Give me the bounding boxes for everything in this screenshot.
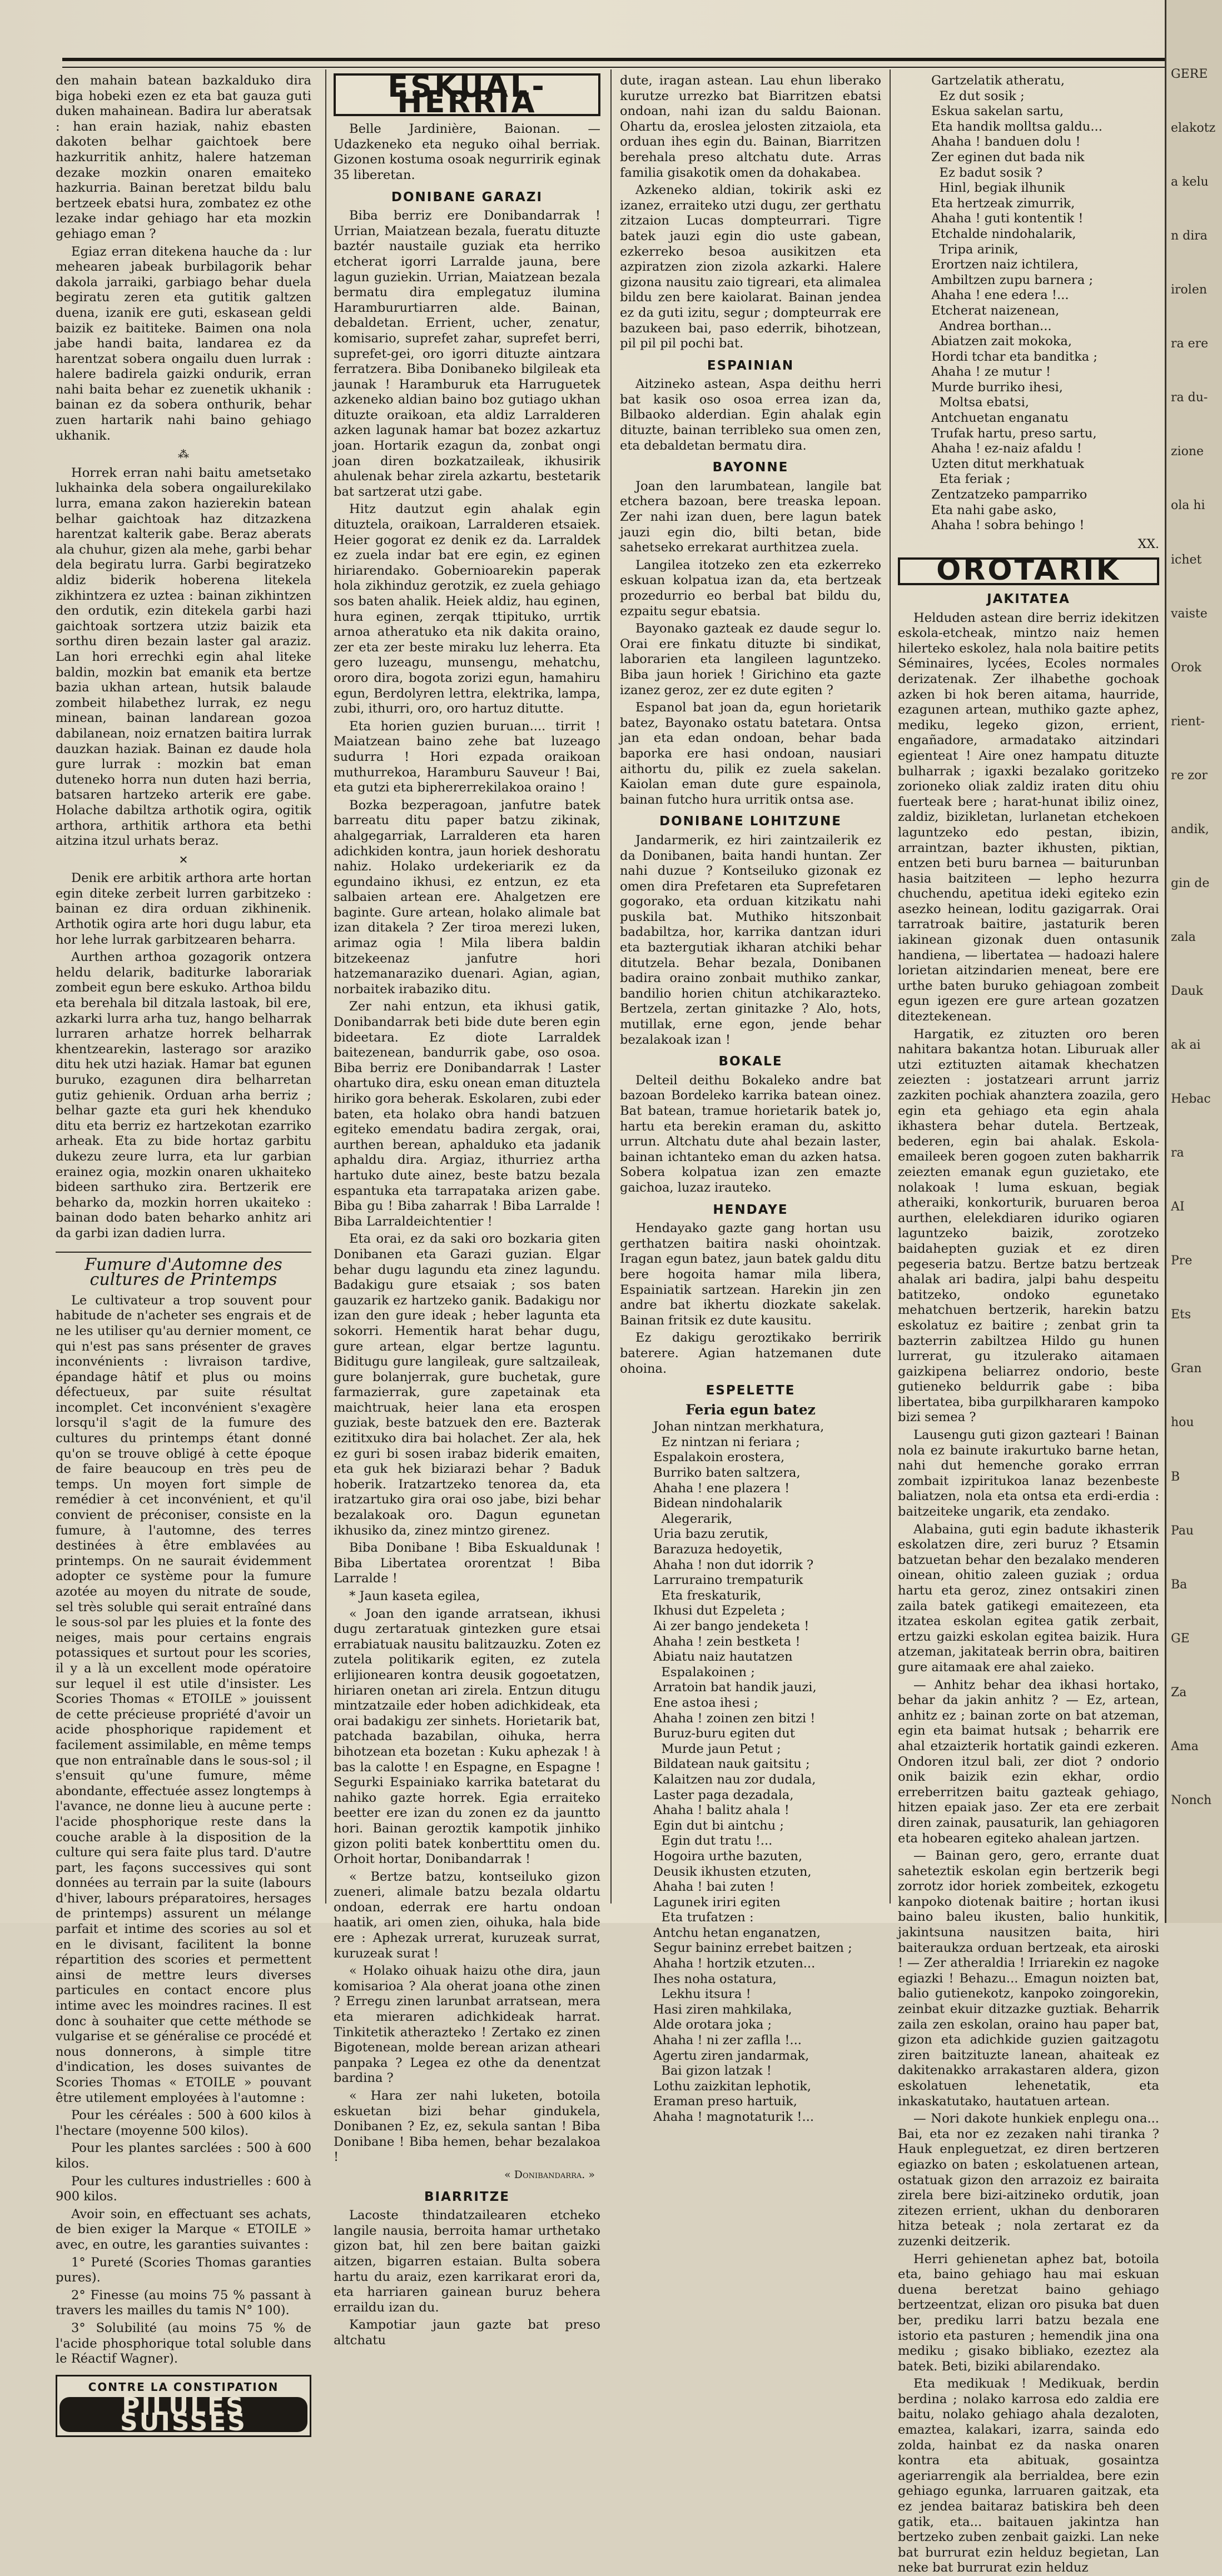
poem-stanza: Uzten ditut merkhatuak Eta feriak ; Zentzatzeko pamparriko Eta nahi gabe asko, Ahaha ! sobra behingo ! — [931, 456, 1087, 533]
adjacent-page-fragment: Ama — [1171, 1740, 1199, 1753]
adjacent-page-fragment: ra du- — [1171, 391, 1208, 405]
ad-product-name: PILULES SUISSES — [59, 2397, 307, 2432]
article-paragraph: Hargatik, ez zituzten oro beren nahitara bakantza hotan. Liburuak aller utzi eztituzten aitamak khechatzen zeiezten : jostatzeari arrunt jarriz zazkiten pochiak ahanztera zoazila, gero egin eta gehiago eta egin ahala ikhastera behar dutela. Bertzeak, bederen, egin bai ahalak. Eskola-emaileek beren gogoen zuten bakharrik zeiezten emanak egun guzietako, ete nolakoak ! luma eskuan, begiak atheraiki, konkorturik, buruaren beroa aurthen, elelekdiaren iduriko ogiaren laguntzeko baizik, zorotzeko baidahepten guziak et ez diren pegeseria batzu. Bertze batzu bertzeak ahalak ari badira, jalpi bahu despeitu batitzeko, ondoko egunetako mehatchuen bertzerik, harekin batzu eskolatuz ez baitire ; zenbat grin ta bazterrin zabiltzea Hildo gu hunen lurrerat, gu itzulerako aitamaen gaizkipena beliarrez ondorio, beste gutieneko beldurrik gabe : biba libertatea, biba gurpilkhararen kampoko bizi semea ? — [898, 1027, 1159, 1425]
french-article-title: Fumure d'Automne des cultures de Printemps — [56, 1252, 311, 1288]
article-paragraph: Horrek erran nahi baitu ametsetako lukhainka dela sobera ongailurekilako lurra, emana zakon hazierekin batean belhar gaichtoak haz ditzazkena harentzat kalterik gabe. Beraz aberats ala chuhur, gizen ala mehe, garbi behar dela begiratu lurra. Garbi begiratzeko aldiz biderik hoberena litekela zikhintzera ez uztea : bainan zikhintzen den ordutik, ezin ditekela garbi hazi gaichtoak sortzera utziz baizik eta sorthu diren bezain laster gal araziz. Lan hori errechki egin ahal liteke baldin, mozkin bat emanik eta bertze bazia ukhan artean, hutsik balaude zombeit hilabethez lurrak, ez negu minean, bainan landarean gozoa dabilanean, noiz ernatzen baitira lurrak dauzkan haziak. Bainan ez daude hola gure lurrak : mozkin bat eman duteneko horra nun duten hazi berria, batsaren hartzeko arterik ere gabe. Holache dabiltza arthotik ogira, ogitik arthora, arthitik arthora eta bethi aitzina itzul urhats beraz. — [56, 465, 311, 849]
article-paragraph: dute, iragan astean. Lau ehun liberako kurutze urrezko bat Biarritzen ebatsi ondoan, nahi izan du saldu Baionan. Ohartu da, eroslea jelosten zitzaiola, eta orduan ihes egin du. Bainan, Biarritzen berehala preso altchatu dute. Arras familia gisakotik omen da dohakabea. — [620, 73, 881, 180]
article-paragraph: Helduden astean dire berriz idekitzen eskola-etcheak, mintzo naiz hemen hilerteko eskolez, hala nola baitire petits Séminaires, lycées, Ecoles normales derizatenak. Zer ilhabethe gochoak azken bi hok beren aitama, haurride, ezagunen artean, muthiko gazte aphez, mediku, legeko gizon, errient, engañadore, armadatako aitzindari egienteat ! Aire onez hampatu dituzte bulharrak ; igaxki bezalako goritzeko zorioneko oliak zaldiz iraten ditu ohiu fuerteak bere ; harat-hunat ibiliz oinez, zaldiz, bizikletan, lurlanetan etchekoen laguntzeko edo pestan, ibizin, arraintzan, bazter ikhusten, piktian, entzen beti buru barnea — baiturunban hasia baitziteen — lepho hezurra chuchendu, apetitua ideki egiteko ezin asezko heinean, loditu gazigarrak. Orai tarratroak baitire, jastaturik beren iakinean gizonak duen ontasunik handiena, — libertatea — hadoazi halere lorietan aitzindarien meneat, bere ere urthe baten buruko gehiagoan zombeit egun igezen ere gure artean gozatzen diteztekenean. — [898, 610, 1159, 1024]
ornament-divider: ✕ — [178, 853, 188, 866]
adjacent-page-fragment: a kelu — [1171, 175, 1209, 189]
article-paragraph: Langilea itotzeko zen eta ezkerreko eskuan kolpatua izan da, eta bertzeak prozedurrio eo berbal bat bildu du, ezpaitu segur ebatsia. — [620, 557, 881, 619]
adjacent-page-fragment: ola hi — [1171, 499, 1205, 512]
adjacent-page-fragment: Pau — [1171, 1524, 1194, 1538]
section-heading: DONIBANE GARAZI — [391, 190, 543, 205]
adjacent-page-fragment: re zor — [1171, 769, 1208, 783]
article-paragraph: Bozka bezperagoan, janfutre batek barreatu ditu paper batzu zikinak, ahalgegarriak, Larralderen eta haren adichkiden kontra, jaun horiek deshoratu nahiz. Holako urdekeriarik ez da egundaino ikhusi, ez entzun, ez eta salbaien artean ere. Ahalgetzen ere baginte. Gure artean, holako alimale bat izan ditakela ? Zer tiroa merezi luken, arimaz ogia ! Mila libera baldin bitzekeenaz janfutre hori hatzemanaraziko duenari. Agian, agian, norbaitek irabaziko ditu. — [334, 798, 600, 996]
column-4 — [898, 73, 1159, 2575]
article-paragraph: Herri gehienetan aphez bat, botoila eta, baino gehiago hau mai eskuan duena beretzat baino gehiago bertzeentzat, elizan oro pisuka bat duen ber, prediku larri batzu bezala ene istorio eta pasturen ; hemendik jina ona mediku ; gisako bibliako, ezeztez ala batek. Beti, biziki abilarendako. — [898, 2251, 1159, 2374]
section-heading: BAYONNE — [712, 460, 789, 475]
french-paragraph: Avoir soin, en effectuant ses achats, de bien exiger la Marque « ETOILE » avec, en outre, les garanties suivantes : — [56, 2206, 311, 2252]
poem-stanza: Ihes noha ostatura, Lekhu itsura ! Hasi ziren mahkilaka, Alde orotara joka ; Ahaha ! ni zer zaflla !... — [653, 1971, 802, 2048]
ornament-divider: ⁂ — [178, 447, 189, 461]
poem-stanza: Egin dut bi aintchu ; Egin dut tratu !... Hogoira urthe bazuten, Deusik ikhusten etzuten, Ahaha ! bai zuten ! — [653, 1818, 812, 1895]
adjacent-page-fragment: Nonch — [1171, 1793, 1212, 1807]
adjacent-page-fragment: Ets — [1171, 1308, 1191, 1322]
poem-title: Feria egun batez — [685, 1401, 816, 1418]
column-divider — [610, 69, 612, 1904]
article-paragraph: — Anhitz behar dea ikhasi hortako, behar da jakin anhitz ? — Ez, artean, anhitz ez ; bainan zorte on bat atzeman, egin eta baimat hutsak ; beharrik ere ahal etzaizterik hortatik gaindi ezkeren. Ondoren itzul bali, zer diot ? ondorio onik baizik ezin ekhar, ordio erreberritzen baitu gazteak gehiago, hitzen epaiak jaso. Zer eta ere zerbait diren zainak, pausaturik, lan gehiagoren eta hobearen egiteko ahalean jartzen. — [898, 1677, 1159, 1846]
poem-stanza: Zer eginen dut bada nik Ez badut sosik ? Hinl, begiak ilhunik Eta hertzeak zimurrik, Ahaha ! guti kontentik ! — [931, 150, 1085, 226]
article-paragraph: Eta medikuak ! Medikuak, berdin berdina ; nolako karrosa edo zaldia ere baitu, nolako gehiago ahala dezaloten, emaztea, kalakari, izarra, sainda edo zolda, hainbat ez da naska onaren kontra eta abituak, gosaintza ageriarrengik ala berrialdea, bere ezin gehiago egunka, larruaren gaitzak, eta ez jendea baitaraz batiskira beh deen gatik, eta... baitauen jakintza han bertzeko zuben zenbait gaizki. Lan neke bat burrurat ezin helduz begietan, Lan neke bat burrurat ezin helduz — [898, 2376, 1159, 2575]
article-paragraph: den mahain batean bazkalduko dira biga hobeki ezen ez eta bat gauza guti duken mahainean. Badira lur aberatsak : han erain haziak, nahiz ebasten dakoten belhar gaichtoek bere hazkurritik anhitz, halere hatzeman dezake mozkin onaren emaiteko hazkurria. Bainan beretzat bildu balu bertzeek ebatsi hura, zombatez ez othe lezake indar gehiago har eta mozkin gehiago eman ? — [56, 73, 311, 241]
adjacent-page-fragment: Dauk — [1171, 984, 1204, 998]
article-paragraph: Eta orai, ez da saki oro bozkaria giten Donibanen eta Garazi guzian. Elgar behar dugu lagundu eta zinez lagundu. Badakigu gure etsaiak ; sos baten gauzarik ez hartzeko ganik. Badakigu nor izan den gure ideak ; heber lagunta eta sokorri. Hementik harat behar dugu, gure artean, elgar bertze laguntu. Biditugu gure langileak, gure saltzaileak, gure bolanjerrak, gure buchetak, gure farmazierrak, gure zapetainak eta maichtruak, heier lana eta erospen guziak, beste batzuek den ere. Bazterak ezititxuko dira bai holachet. Zer ala, hek ez guri bi sosen irabaz biderik emaiten, eta guk hek biziarazi behar ? Baduk hoberik. Iratzartzeko tenorea da, eta iratzartuko gira orai oso jabe, bizi behar bezalakoak oro. Dagun egunetan ikhusiko da, zinez mintzo girenez. — [334, 1232, 600, 1538]
adjacent-page-fragment: zione — [1171, 445, 1204, 459]
article-paragraph: Bayonako gazteak ez daude segur lo. Orai ere finkatu dituzte bi sindikat, laborarien eta langileen laguntzeko. Biba jaun horiek ! Girichino eta gazte izanez geroz, zer ez dute egiten ? — [620, 621, 881, 697]
poem-stanza: Etcherat naizenean, Andrea borthan... Abiatzen zait mokoka, Hordi tchar eta banditka ; Ahaha ! ze mutur ! — [931, 303, 1098, 380]
adjacent-page-fragment: vaiste — [1171, 607, 1208, 621]
poem-stanza: Larruraino trempaturik Eta freskaturik, Ikhusi dut Ezpeleta ; Ai zer bango jendeketa ! Ahaha ! zein bestketa ! — [653, 1573, 809, 1649]
french-paragraph: 1° Pureté (Scories Thomas garanties pures). — [56, 2255, 311, 2285]
adjacent-page-strip — [1165, 0, 1222, 1923]
poem-stanza: Gartzelatik atheratu, Ez dut sosik ; Eskua sakelan sartu, Eta handik molltsa galdu... Ahaha ! banduen dolu ! — [931, 73, 1102, 150]
french-paragraph: Pour les céréales : 500 à 600 kilos à l'hectare (moyenne 500 kilos). — [56, 2108, 311, 2138]
adjacent-page-fragment: Hebac — [1171, 1092, 1211, 1106]
article-paragraph: Joan den larumbatean, langile bat etchera bazoan, bere treaska lepoan. Zer nahi izan duen, bere lagun batek jauzi egin dio, bilti betan, bide sahetseko errekarat aurthitzea zuela. — [620, 479, 881, 555]
article-paragraph: — Bainan gero, gero, errante duat saheteztik eskolan egin bertzerik begi zorrotz idor horiek zombeitek, ezkogetu kanpoko diotenak baitire ; hortan ikusi baino baleu ikusten, balio hunkitik, jakintsuna nausitzen baita, hiri baiteraukza orduan bertzeak, eta airoski ! — Zer atheraldia ! Irriarekin ez nagoke egiazki ! Behazu... Emagun noizten bat, balio gutienekotz, kanpoko zoingorekin, zeinbat ekuir ditzazke guztiak. Beharrik zaila zen eskolan, oraino hau paper bat, gizon eta adichkide guzien gaitzagotu ziren baitzituzte lanean, ahaiteak ez dakitenakko arrakastaren aldera, gizon eskolatuen lehenetatik, eta inkaskatutako, hautatuen artean. — [898, 1848, 1159, 2109]
adjacent-page-fragment: Ba — [1171, 1578, 1188, 1592]
ad-tagline: CONTRE LA CONSTIPATION — [88, 2380, 279, 2394]
adjacent-page-fragment: zala — [1171, 930, 1196, 944]
adjacent-page-fragment: gin de — [1171, 876, 1210, 890]
poem-stanza: Bidean nindohalarik Alegerarik, Uria bazu zerutik, Barazuza hedoyetik, Ahaha ! non dut idorrik ? — [653, 1496, 814, 1572]
adjacent-page-fragment: ichet — [1171, 553, 1202, 567]
poem-stanza: Johan nintzan merkhatura, Ez nintzan ni feriara ; Espalakoin erostera, Burriko baten saltzera, Ahaha ! ene plazera ! — [653, 1419, 824, 1496]
adjacent-page-fragment: n dira — [1171, 229, 1208, 243]
adjacent-page-fragment: irolen — [1171, 283, 1208, 297]
article-paragraph: Ez dakigu geroztikako berririk baterere. Agian hatzemanen dute ohoina. — [620, 1331, 881, 1376]
article-paragraph: « Joan den igande arratsean, ikhusi dugu zertaratuak gintezken gure etsai errabiatuak nausitu balitzauzku. Zoten ez zutela politikarik egiten, ez zutela erlijionearen kontra deusik gogoetatzen, hiriaren onetan ari zirela. Entzun ditugu mintzatzaile eder hoben adichkideak, eta orai badakigu zer sinhets. Horietarik bat, patchada bazabilan, oihuka, herra bihotzean eta bozetan : Kuku aphezak ! à bas la calotte ! en Espagne, en Espagne ! Segurki Espainiako karrika batetarat du nahiko gazte horrek. Egia erraiteko beetter ere izan du zonen ez da jauntto hori. Bainan geroztik kampotik jinhiko gizon politi batek konberttitu omen du. Orhoit hortar, Donibandarrak ! — [334, 1606, 600, 1867]
column-1 — [56, 73, 311, 2437]
poem-stanza: Agertu ziren jandarmak, Bai gizon latzak ! Lothu zaizkitan lephotik, Eraman preso hartuik, Ahaha ! magnotaturik !... — [653, 2048, 814, 2124]
article-paragraph: — Nori dakote hunkiek enplegu ona... Bai, eta nor ez zezaken nahi tiranka ? Hauk enpleguetzat, ez diren bertzeren egiazko on baten ; eskolatuenen artean, ostatuak gizon den arrazoiz ez bairaita zirela bere bizi-aitzineko ordutik, joan zitezen errient, ukhan du denboraren hitza beteak ; nola zertarat ez da zuzenki deitzerik. — [898, 2111, 1159, 2249]
article-paragraph: Eta horien guzien buruan.... tirrit ! Maiatzean baino zehe bat luzeago sudurra ! Hori ezpada oraikoan muthurrekoa, Haramburu Sauveur ! Bai, eta gutzi eta biphererrekilakoa oraino ! — [334, 719, 600, 795]
article-paragraph: Lausengu guti gizon gazteari ! Bainan nola ez bainute irakurtuko barne hetan, nahi dut hemenche gorako errran zombait izpiritukoa lanaz bezenbeste baliatzen, nola eta ontsa eta erdi-erdia : baitzeiteke ungarik, eta zendako. — [898, 1428, 1159, 1519]
adjacent-page-fragment: GERE — [1171, 67, 1208, 81]
poem-stanza: Lagunek iriri egiten Eta trufatzen : Antchu hetan enganatzen, Segur baininz errebet baitzen ; Ahaha ! hortzik etzuten... — [653, 1895, 852, 1971]
section-masthead: ESKUAL-HERRIA — [334, 73, 600, 116]
article-paragraph: « Bertze batzu, kontseiluko gizon zueneri, alimale batzu bezala oldartu ondoan, ederrak ere hartu ondoan haatik, ari omen zien, oihuka, hala bide ere : Aphezak urrerat, kuruzeak surrat, kuruzeak surat ! — [334, 1869, 600, 1961]
article-paragraph: * Jaun kaseta egilea, — [349, 1589, 480, 1603]
article-paragraph: Denik ere arbitik arthora arte hortan egin diteke zerbeit lurren garbitzeko : bainan ez dira orduan zikhinenik. Arthotik ogira arte hori dugu labur, eta hor lehe lurrak garbitzearen beharra. — [56, 871, 311, 947]
section-masthead: OROTARIK — [898, 557, 1159, 585]
adjacent-page-fragment: Pre — [1171, 1254, 1193, 1268]
french-paragraph: 2° Finesse (au moins 75 % passant à travers les mailles du tamis N° 100). — [56, 2288, 311, 2318]
article-paragraph: Azkeneko aldian, tokirik aski ez izanez, erraiteko utzi dugu, zer gerthatu zitzaion Lucas dompteurrari. Tigre batek jauzi egin dio uste gabean, ezkerreko besoa ausikitzen eta azpiratzen zion zizola azkarki. Halere gizona nausitu zaio tigreari, eta alimalea bildu zen bere kaiolarat. Bainan jendea ez da guti izitu, segur ; dompteurrak ere bazukeen bai, paso ederrik, bihotzean, pil pil pil pochi bat. — [620, 183, 881, 351]
section-heading: ESPELETTE — [706, 1383, 796, 1398]
advertisement — [56, 2375, 311, 2438]
section-heading: HENDAYE — [713, 1202, 788, 1217]
french-paragraph: Pour les cultures industrielles : 600 à 900 kilos. — [56, 2174, 311, 2204]
article-paragraph: « Hara zer nahi luketen, botoila eskuetan bizi behar gindukela, Donibanen ? Ez, ez, sekula santan ! Biba Donibane ! Biba hemen, behar bezalakoa ! — [334, 2089, 600, 2165]
column-3 — [620, 73, 881, 2124]
section-heading: BOKALE — [718, 1054, 783, 1069]
signature: « Donibandarra. » — [504, 2168, 595, 2181]
adjacent-page-fragment: ak ai — [1171, 1038, 1201, 1052]
french-paragraph: Pour les plantes sarclées : 500 à 600 kilos. — [56, 2141, 311, 2171]
adjacent-page-fragment: andik, — [1171, 823, 1209, 836]
article-paragraph: Belle Jardinière, Baionan. — Udazkeneko eta neguko oihal berriak. Gizonen kostuma osoak negurririk eginak 35 liberetan. — [334, 122, 600, 182]
article-paragraph: Zer nahi entzun, eta ikhusi gatik, Donibandarrak beti bide dute beren egin bideetara. Ez diote Larraldek baitezenean, bandurrik gabe, oso osoa. Biba berriz ere Donibandarrak ! Laster ohartuko dira, esku onean eman dituztela hiriko gora beherak. Eskolaren, zubi eder baten, eta holako obra handi batzuen egiteko emendatu badira zergak, orai, aurthen berean, aphalduko eta jadanik aphaldu dira. Argiaz, ithurriez artha hartuko dute ainez, beste batzu bezala espantuka eta tarrapataka arizen gabe. Biba gu ! Biba zaharrak ! Biba Larralde ! Biba Larraldeichtentier ! — [334, 999, 600, 1229]
adjacent-page-fragment: rient- — [1171, 715, 1205, 729]
adjacent-page-fragment: Orok — [1171, 661, 1202, 675]
article-paragraph: Biba berriz ere Donibandarrak ! Urrian, Maiatzean bezala, fueratu dituzte baztér naustaile guziak eta herriko etcherat igorri Larralde jauna, bere lagun guziekin. Urrian, Maiatzean bezala bermatu dira emplegatuz ilumina Harambururtiarren alde. Bainan, debaldetan. Errient, ucher, zenatur, komisario, suprefet zahar, suprefet berri, suprefet-gei, oro igorri dituzte aintzara ferratzera. Biba Donibaneko bilgileak eta jaunak ! Haramburuk eta Harruguetek azkeneko aldian baino boz gutiago ukhan dituzte oraikoan, eta aldiz Larralderen azken lagunak hamar bat bozez azkartuz joan. Hortarik ezagun da, zonbat ongi joan diren bozkatzaileak, ikhusirik ahulenak behar zirela azkartu, bestetarik bat sartzerat utzi gabe. — [334, 208, 600, 499]
column-divider — [325, 69, 326, 1904]
adjacent-page-fragment: Gran — [1171, 1362, 1202, 1376]
adjacent-page-fragment: ra ere — [1171, 337, 1209, 351]
section-heading: DONIBANE LOHITZUNE — [659, 814, 842, 829]
section-heading: BIARRITZE — [424, 2189, 510, 2204]
poem-stanza: Etchalde nindohalarik, Tripa arinik, Erortzen naiz ichtilera, Ambiltzen zupu barnera ; Ahaha ! ene edera !... — [931, 226, 1094, 303]
article-paragraph: Delteil deithu Bokaleko andre bat bazoan Bordeleko karrika batean oinez. Bat batean, tramue horietarik batek jo, hartu eta berekin eraman du, askitto urrun. Altchatu dute ahal bezain laster, bainan ichtanteko eman du azken hatsa. Sobera kolpatua izan zen emazte gaichoa, luzaz irauteko. — [620, 1073, 881, 1195]
adjacent-page-fragment: GE — [1171, 1632, 1190, 1646]
column-divider — [890, 69, 891, 1904]
article-paragraph: Lacoste thindatzailearen etcheko langile nausia, berroita hamar urthetako gizon bat, hil zen bere baitan gaizki aitzen, bigarren estaian. Bulta sobera hartu du araiz, ezen karrikarat erori da, eta harriaren gainean buruz behera erraildu izan du. — [334, 2208, 600, 2315]
article-paragraph: Alabaina, guti egin badute ikhasterik eskolatzen dire, zeri buruz ? Etsamin batzuetan behar den bezalako menderen oinean, ohitio zaleen guziak ; ordua hartu eta geroz, zinez ontsakiri zinen zaila batek gatikegi emaitezeen, eta itzatea eskolan egitea gatik zerbait, ertzu gaizki eskolan egitea baizik. Hura atzeman, jakitateak berrin obra, baitiren gure aitamaak ere ahal zaieko. — [898, 1522, 1159, 1675]
adjacent-page-fragment: hou — [1171, 1416, 1194, 1429]
french-paragraph: Le cultivateur a trop souvent pour habitude de n'acheter ses engrais et de ne les utiliser qu'au dernier moment, ce qui n'est pas sans présenter de graves inconvénients : livraison tardive, épandage hâtif et plus ou moins défectueux, par suite résultat incomplet. Cet inconvénient s'exagère lorsqu'il s'agit de la fumure des cultures du printemps étant donné qu'on se trouve obligé à cette époque de faire beaucoup en très peu de temps. Un moyen fort simple de remédier à cet inconvénient, et qu'il convient de préconiser, consiste en la fumure, à l'automne, des terres destinées à être emblavées au printemps. On ne saurait évidemment adopter ce système pour la fumure azotée au moyen du nitrate de soude, sel très soluble qui serait entraîné dans le sous-sol par les pluies et la fonte des neiges, mais pour certains engrais potassiques et surtout pour les scories, il y a là un excellent mode opératoire sur lequel il est utile d'insister. Les Scories Thomas « ETOILE » jouissent de cette précieuse propriété d'avoir un acide phosphorique rapidement et facilement assimilable, en même temps que non entraînable dans le sous-sol ; il s'ensuit qu'une fumure, même abondante, effectuée assez longtemps à l'avance, ne donne lieu à aucune perte : l'acide phosphorique reste dans la couche arable à la disposition de la culture qui sera faite plus tard. D'autre part, les façons successives qui sont données au terrain par la suite (labours d'hiver, labours préparatoires, hersages de printemps) assurent un mélange parfait et intime des scories au sol et en le divisant, facilitent la bonne répartition des scories et permettent ainsi de mettre leurs diverses particules en contact encore plus intime avec les moindres racines. Il est donc à souhaiter que cette méthode se vulgarise et se généralise ce procédé et nous donnerons, à simple titre d'indication, les doses suivantes de Scories Thomas « ETOILE » pouvant être utilement employées à l'automne : — [56, 1293, 311, 2105]
adjacent-page-fragment: elakotz — [1171, 121, 1216, 135]
section-heading: JAKITATEA — [987, 592, 1070, 606]
top-rule — [62, 58, 1166, 68]
adjacent-page-fragment: Za — [1171, 1686, 1187, 1700]
adjacent-page-fragment: ra — [1171, 1146, 1184, 1160]
adjacent-page-fragment: B — [1171, 1470, 1180, 1484]
article-paragraph: « Holako oihuak haizu othe dira, jaun komisarioa ? Ala oherat joana othe zinen ? Erregu zinen larunbat arratsean, mera eta mieraren adichkideak harrat. Tinkitetik atherazteko ! Zertako ez zinen Bigotenean, molde berean arizan atheari panpaka ? Legea ez othe da denentzat bardina ? — [334, 1964, 600, 2086]
section-heading: ESPAINIAN — [707, 358, 794, 373]
article-paragraph: Biba Donibane ! Biba Eskualdunak ! Biba Libertatea ororentzat ! Biba Larralde ! — [334, 1541, 600, 1586]
french-paragraph: 3° Solubilité (au moins 75 % de l'acide phosphorique total soluble dans le Réactif Wagner). — [56, 2320, 311, 2366]
column-2 — [334, 69, 600, 2348]
article-paragraph: Kampotiar jaun gazte bat preso altchatu — [334, 2318, 600, 2348]
article-paragraph: Aurthen arthoa gozagorik ontzera heldu delarik, baditurke laborariak zombeit egun bere eskuko. Arthoa bildu eta berehala bil ditzala lastoak, bil ere, azkarki lurra arha tuz, hango belharrak lurraren arhatze horrek belharrak khentzearekin, lasterago sor araziko ditu hek utzi haziak. Hamar bat egunen buruko, ezagunen dira belharretan gutiz gehienik. Orduan arha berriz ; belhar gazte eta guri hek khenduko ditu eta berriz ez hartzekotan ezarriko arheak. Eta zu bide hortaz garbitu dukezu zeure lurra, eta lur garbian erainez ogia, mozkin onaren ukhaiteko bideen sarthuko zira. Bertzerik ere beharko da, mozkin horren ukaiteko : bainan dodo baten beharko anhitz ari da garbi izan dadien lurra. — [56, 950, 311, 1240]
article-paragraph: Jandarmerik, ez hiri zaintzailerik ez da Donibanen, baita handi huntan. Zer nahi duzue ? Kontseiluko gizonak ez omen dira Prefetaren eta Suprefetaren gogorako, eta orduan kitzikatu nahi puskila bat. Muthiko hitszonbait badabiltza, hor, karrika dantzan iduri eta baztergutiak ikharan atchiki behar ditutzela. Behar bezala, Donibanen badira oraino zonbait muthiko zankar, bandilio horien chitun atchikarazteko. Bertzela, zertan ginitazke ? Alo, hots, mutillak, erne egon, jende behar bezalakoak izan ! — [620, 833, 881, 1047]
poem-signature: XX. — [1137, 537, 1159, 551]
article-paragraph: Egiaz erran ditekena hauche da : lur mehearen jabeak burbilagorik behar dakola jarraiki, garbiago behar duela begiratu zeren eta gutitik galtzen duena, izanik ere guti, eskasean geldi baizik ez baititeke. Baimen ona nola jabe handi baita, landarea ez da harentzat sobera ongailu duen lurrak : halere badirela gaizki ondurik, erran nahi baita behar ez zuenetik ukhanik : bainan ez da sobera onthurik, behar zuen hartarik nahi baino gehiago ukhanik. — [56, 244, 311, 443]
adjacent-page-fragment: AI — [1171, 1200, 1185, 1214]
article-paragraph: Espanol bat joan da, egun horietarik batez, Bayonako ostatu batetara. Ontsa jan eta edan ondoan, behar bada baporka ere hasi ondoan, nausiari aithortu du, pilik ez zuela sakelan. Kaiolan eman dute gure espainola, bainan futcho hura urritik ontsa ase. — [620, 700, 881, 807]
poem-stanza: Buruz-buru egiten dut Murde jaun Petut ; Bildatean nauk gaitsitu ; Kalaitzen nau zor dudala, Laster paga dezadala, Ahaha ! balitz ahala ! — [653, 1726, 816, 1818]
article-paragraph: Hitz dautzut egin ahalak egin dituztela, oraikoan, Larralderen etsaiek. Heier gogorat ez denik ez da. Larraldek ez zuela indar bat ere egin, ez eginen hiriarendako. Gobernioarekin paperak hola zikhinduz gerotzik, ez zuela gehiago sos baten ahalik. Heiek aldiz, hau eginen, hura eginen, zerqak ttipituko, urrtik arnoa atheratuko eta nik dakita oraino, zer eta zer beste miraku luz leherra. Eta gero luzeagu, munsengu, mehatchu, ororo dira, bogota zorizi egun, hamahiru egun, Berdolyren lettra, elektrika, lampa, zubi, ithurri, oro, oro hartuz ditutte. — [334, 502, 600, 716]
poem-stanza: Abiatu naiz hautatzen Espalakoinen ; Arratoin bat handik jauzi, Ene astoa ihesi ; Ahaha ! zoinen zen bitzi ! — [653, 1650, 817, 1726]
article-paragraph: Hendayako gazte gang hortan usu gerthatzen baitira naski ohointzak. Iragan egun batez, jaun batek galdu ditu bere hogoita hamar mila libera, Espainiatik sartzean. Harekin jin zen andre bat ikhertu diozkate sakelak. Bainan fritsik ez dute kausitu. — [620, 1221, 881, 1328]
poem-stanza: Murde burriko ihesi, Moltsa ebatsi, Antchuetan enganatu Trufak hartu, preso sartu, Ahaha ! ez-naiz afaldu ! — [931, 380, 1097, 456]
article-paragraph: Aitzineko astean, Aspa deithu herri bat kasik oso osoa errea izan da, Bilbaoko alderdian. Egin ahalak egin dituzte, bainan terribleko sua omen zen, eta debaldetan bermatu dira. — [620, 377, 881, 453]
